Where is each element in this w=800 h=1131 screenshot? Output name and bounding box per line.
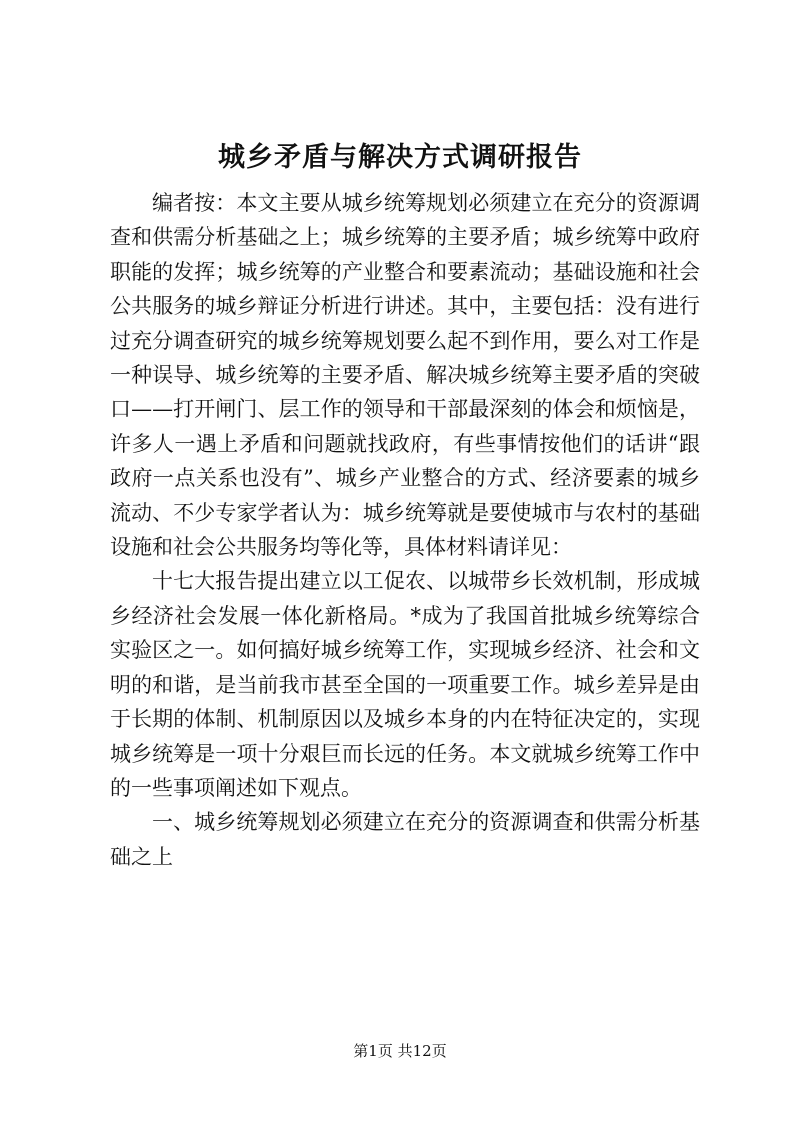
page-number: 第1页 共12页 xyxy=(353,1042,447,1060)
intro-paragraph: 十七大报告提出建立以工促农、以城带乡长效机制，形成城乡经济社会发展一体化新格局。*成为了我国首批城乡统筹综合实验区之一。如何搞好城乡统筹工作，实现城乡经济、社会和文明的和谐，是当前我市甚至全国的一项重要工作。城乡差异是由于长期的体制、机制原因以及城乡本身的内在特征决定的，实现城乡统筹是一项十分艰巨而长远的任务。本文就城乡统筹工作中的一些事项阐述如下观点。 xyxy=(110,569,700,800)
document-title: 城乡矛盾与解决方式调研报告 xyxy=(218,142,582,173)
editor-note-paragraph: 编者按：本文主要从城乡统筹规划必须建立在充分的资源调查和供需分析基础之上；城乡统筹的主要矛盾；城乡统筹中政府职能的发挥；城乡统筹的产业整合和要素流动；基础设施和社会公共服务的城乡辩证分析进行讲述。其中，主要包括：没有进行过充分调查研究的城乡统筹规划要么起不到作用，要么对工作是一种误导、城乡统筹的主要矛盾、解决城乡统筹主要矛盾的突破口——打开闸门、层工作的领导和干部最深刻的体会和烦恼是，许多人一遇上矛盾和问题就找政府，有些事情按他们的话讲“跟政府一点关系也没有”、城乡产业整合的方式、经济要素的城乡流动、不少专家学者认为：城乡统筹就是要使城市与农村的基础设施和社会公共服务均等化等，具体材料请详见： xyxy=(110,191,700,560)
section-heading-1: 一、城乡统筹规划必须建立在充分的资源调查和供需分析基础之上 xyxy=(110,810,700,869)
document-body xyxy=(110,186,700,874)
